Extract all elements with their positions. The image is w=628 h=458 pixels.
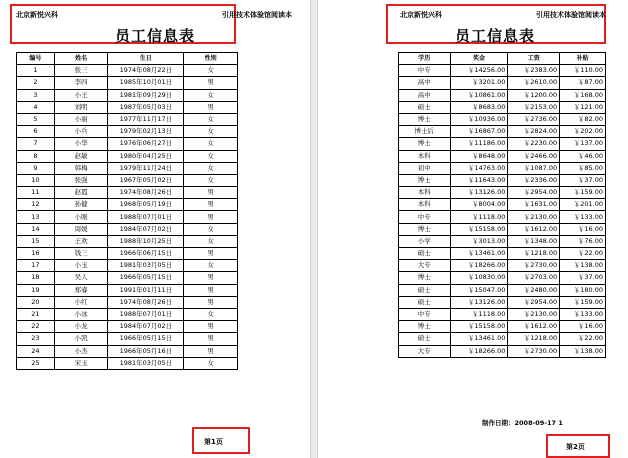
table-cell: ￥137.00 bbox=[560, 138, 606, 150]
table-row bbox=[17, 357, 238, 369]
table-cell: 博士 bbox=[399, 272, 451, 284]
column-header: 姓名 bbox=[54, 53, 108, 65]
table-row bbox=[17, 333, 238, 345]
table-row bbox=[17, 174, 238, 186]
table-cell: ￥8648.00 bbox=[450, 150, 508, 162]
table-header-row bbox=[399, 53, 606, 65]
table-cell: 8 bbox=[17, 150, 55, 162]
table-cell: ￥37.00 bbox=[560, 272, 606, 284]
table-cell: ￥2954.00 bbox=[508, 187, 560, 199]
table-cell: 小学 bbox=[399, 235, 451, 247]
table-cell: 22 bbox=[17, 321, 55, 333]
table-cell: ￥2466.00 bbox=[508, 150, 560, 162]
table-cell: 女 bbox=[184, 113, 238, 125]
table-cell: 19 bbox=[17, 284, 55, 296]
table-cell: 20 bbox=[17, 296, 55, 308]
table-cell: ￥2954.00 bbox=[508, 296, 560, 308]
header-left-text: 北京新悦兴科 bbox=[400, 11, 442, 19]
table-cell: ￥2610.00 bbox=[508, 77, 560, 89]
table-cell: ￥22.00 bbox=[560, 248, 606, 260]
table-cell: 本科 bbox=[399, 199, 451, 211]
table-cell: ￥1612.00 bbox=[508, 223, 560, 235]
table-cell: 男 bbox=[184, 211, 238, 223]
table-cell: ￥1612.00 bbox=[508, 321, 560, 333]
table-cell: ￥13461.00 bbox=[450, 248, 508, 260]
table-cell: 17 bbox=[17, 260, 55, 272]
table-row bbox=[399, 126, 606, 138]
table-cell: 1974年08月22日 bbox=[108, 65, 184, 77]
table-cell: ￥1631.00 bbox=[508, 199, 560, 211]
table-cell: 本科 bbox=[399, 150, 451, 162]
table-row bbox=[17, 187, 238, 199]
table-cell: ￥2736.00 bbox=[508, 113, 560, 125]
table-cell: ￥37.00 bbox=[560, 174, 606, 186]
table-cell: 1968年05月19日 bbox=[108, 199, 184, 211]
table-row bbox=[17, 162, 238, 174]
header-left-text: 北京新悦兴科 bbox=[16, 11, 58, 19]
table-cell: 女 bbox=[184, 126, 238, 138]
header-right-text: 引用技术体验馆阅读本 bbox=[222, 11, 292, 19]
table-cell: 博士后 bbox=[399, 126, 451, 138]
table-cell: ￥2824.00 bbox=[508, 126, 560, 138]
table-cell: 韩梅 bbox=[54, 162, 108, 174]
table-cell: 4 bbox=[17, 101, 55, 113]
table-cell: 23 bbox=[17, 333, 55, 345]
table-cell: 3 bbox=[17, 89, 55, 101]
table-row bbox=[17, 223, 238, 235]
table-cell: 张三 bbox=[54, 65, 108, 77]
table-cell: ￥16.00 bbox=[560, 223, 606, 235]
table-cell: 女 bbox=[184, 308, 238, 320]
table-cell: ￥15158.00 bbox=[450, 223, 508, 235]
table-cell: 1988年07月01日 bbox=[108, 211, 184, 223]
table-cell: 小红 bbox=[54, 296, 108, 308]
table-row bbox=[17, 65, 238, 77]
table-row bbox=[17, 77, 238, 89]
table-row bbox=[17, 248, 238, 260]
table-row bbox=[399, 284, 606, 296]
table-cell: 钱三 bbox=[54, 248, 108, 260]
table-cell: ￥13126.00 bbox=[450, 187, 508, 199]
table-cell: 1977年11月17日 bbox=[108, 113, 184, 125]
table-header-row bbox=[17, 53, 238, 65]
table-cell: 本科 bbox=[399, 187, 451, 199]
table-cell: 女 bbox=[184, 235, 238, 247]
table-cell: ￥2336.00 bbox=[508, 174, 560, 186]
table-cell: ￥1348.00 bbox=[508, 235, 560, 247]
table-cell: ￥2703.00 bbox=[508, 272, 560, 284]
table-row bbox=[17, 284, 238, 296]
table-cell: 21 bbox=[17, 308, 55, 320]
table-cell: 硕士 bbox=[399, 101, 451, 113]
table-cell: 1981年09月29日 bbox=[108, 89, 184, 101]
table-cell: 1974年08月26日 bbox=[108, 187, 184, 199]
column-header: 工资 bbox=[508, 53, 560, 65]
table-cell: 1 bbox=[17, 65, 55, 77]
table-cell: 小冰 bbox=[54, 308, 108, 320]
table-cell: 小杰 bbox=[54, 345, 108, 357]
table-row bbox=[17, 296, 238, 308]
table-cell: ￥87.00 bbox=[560, 77, 606, 89]
table-cell: 24 bbox=[17, 345, 55, 357]
table-row bbox=[17, 211, 238, 223]
table-cell: ￥2383.00 bbox=[508, 65, 560, 77]
table-cell: ￥138.00 bbox=[560, 260, 606, 272]
table-row bbox=[399, 211, 606, 223]
table-cell: 初中 bbox=[399, 162, 451, 174]
table-cell: 10 bbox=[17, 174, 55, 186]
table-row bbox=[399, 308, 606, 320]
table-row bbox=[399, 65, 606, 77]
table-cell: 1984年07月02日 bbox=[108, 223, 184, 235]
table-cell: 赵敏 bbox=[54, 150, 108, 162]
table-row bbox=[399, 150, 606, 162]
table-cell: 16 bbox=[17, 248, 55, 260]
table-cell: ￥133.00 bbox=[560, 211, 606, 223]
table-row bbox=[17, 321, 238, 333]
table-row bbox=[399, 187, 606, 199]
table-cell: 1976年06月27日 bbox=[108, 138, 184, 150]
table-cell: ￥2730.00 bbox=[508, 345, 560, 357]
table-cell: 女 bbox=[184, 174, 238, 186]
page-title: 员工信息表 bbox=[114, 27, 195, 45]
employee-table-part-2 bbox=[398, 52, 606, 358]
table-cell: 小兵 bbox=[54, 126, 108, 138]
table-row bbox=[399, 333, 606, 345]
table-cell: 女 bbox=[184, 65, 238, 77]
table-cell: 博士 bbox=[399, 174, 451, 186]
table-row bbox=[399, 321, 606, 333]
table-cell: 1981年03月05日 bbox=[108, 357, 184, 369]
table-cell: 博士 bbox=[399, 113, 451, 125]
table-cell: 硕士 bbox=[399, 284, 451, 296]
column-header: 生日 bbox=[108, 53, 184, 65]
table-row bbox=[399, 235, 606, 247]
table-cell: ￥1218.00 bbox=[508, 333, 560, 345]
table-cell: ￥1118.00 bbox=[450, 211, 508, 223]
table-cell: 刘明 bbox=[54, 101, 108, 113]
table-cell: ￥2130.00 bbox=[508, 211, 560, 223]
table-cell: 小刚 bbox=[54, 211, 108, 223]
table-cell: 1967年05月02日 bbox=[108, 174, 184, 186]
table-cell: 男 bbox=[184, 187, 238, 199]
table-cell: ￥159.00 bbox=[560, 187, 606, 199]
table-cell: 孙健 bbox=[54, 199, 108, 211]
table-cell: ￥14256.00 bbox=[450, 65, 508, 77]
table-cell: ￥133.00 bbox=[560, 308, 606, 320]
table-cell: 1966年05月15日 bbox=[108, 272, 184, 284]
table-cell: 女 bbox=[184, 89, 238, 101]
print-date-label: 制作日期：2008-09-17 1 bbox=[482, 419, 563, 427]
table-cell: 博士 bbox=[399, 321, 451, 333]
table-cell: 小玉 bbox=[54, 260, 108, 272]
column-header: 编号 bbox=[17, 53, 55, 65]
table-cell: 中专 bbox=[399, 211, 451, 223]
table-cell: 大专 bbox=[399, 345, 451, 357]
table-cell: 男 bbox=[184, 321, 238, 333]
table-cell: ￥1200.00 bbox=[508, 89, 560, 101]
table-cell: 硕士 bbox=[399, 248, 451, 260]
table-cell: 1966年05月16日 bbox=[108, 345, 184, 357]
table-cell: ￥11186.00 bbox=[450, 138, 508, 150]
table-cell: 周媛 bbox=[54, 223, 108, 235]
table-row bbox=[399, 260, 606, 272]
table-cell: 男 bbox=[184, 333, 238, 345]
table-cell: ￥22.00 bbox=[560, 333, 606, 345]
table-cell: 小龙 bbox=[54, 321, 108, 333]
column-header: 性别 bbox=[184, 53, 238, 65]
table-cell: ￥159.00 bbox=[560, 296, 606, 308]
table-cell: ￥201.00 bbox=[560, 199, 606, 211]
print-preview-page-1 bbox=[0, 0, 310, 458]
table-row bbox=[17, 308, 238, 320]
table-row bbox=[399, 223, 606, 235]
table-cell: 女 bbox=[184, 223, 238, 235]
table-cell: 小丽 bbox=[54, 113, 108, 125]
table-cell: 高中 bbox=[399, 77, 451, 89]
table-cell: 高中 bbox=[399, 89, 451, 101]
table-cell: ￥1118.00 bbox=[450, 308, 508, 320]
table-cell: 硕士 bbox=[399, 296, 451, 308]
page-number-label: 第2页 bbox=[566, 443, 585, 451]
table-cell: 1985年10月01日 bbox=[108, 77, 184, 89]
table-cell: 赵霞 bbox=[54, 187, 108, 199]
table-row bbox=[17, 199, 238, 211]
table-cell: 1966年05月15日 bbox=[108, 333, 184, 345]
table-cell: ￥10861.00 bbox=[450, 89, 508, 101]
table-cell: 小凯 bbox=[54, 333, 108, 345]
table-cell: 1981年03月05日 bbox=[108, 260, 184, 272]
table-cell: 中专 bbox=[399, 308, 451, 320]
table-cell: ￥85.00 bbox=[560, 162, 606, 174]
print-preview-page-2 bbox=[318, 0, 628, 458]
table-cell: 1979年02月13日 bbox=[108, 126, 184, 138]
table-cell: 郑睿 bbox=[54, 284, 108, 296]
table-cell: ￥18266.00 bbox=[450, 260, 508, 272]
table-cell: ￥8683.00 bbox=[450, 101, 508, 113]
column-header: 补贴 bbox=[560, 53, 606, 65]
table-cell: ￥2230.00 bbox=[508, 138, 560, 150]
table-row bbox=[399, 77, 606, 89]
table-cell: ￥168.00 bbox=[560, 89, 606, 101]
table-cell: ￥3013.00 bbox=[450, 235, 508, 247]
table-row bbox=[399, 138, 606, 150]
table-cell: ￥138.00 bbox=[560, 345, 606, 357]
column-header: 学历 bbox=[399, 53, 451, 65]
table-cell: 女 bbox=[184, 150, 238, 162]
table-cell: 1980年04月25日 bbox=[108, 150, 184, 162]
table-cell: ￥18266.00 bbox=[450, 345, 508, 357]
table-cell: ￥10830.00 bbox=[450, 272, 508, 284]
table-cell: ￥2730.00 bbox=[508, 260, 560, 272]
table-cell: 男 bbox=[184, 345, 238, 357]
employee-table-part-1 bbox=[16, 52, 238, 370]
table-row bbox=[17, 345, 238, 357]
header-right-text: 引用技术体验馆阅读本 bbox=[536, 11, 606, 19]
table-cell: ￥8004.00 bbox=[450, 199, 508, 211]
table-cell: 博士 bbox=[399, 138, 451, 150]
table-cell: ￥1218.00 bbox=[508, 248, 560, 260]
column-header: 奖金 bbox=[450, 53, 508, 65]
table-cell: 6 bbox=[17, 126, 55, 138]
table-cell: 1974年08月26日 bbox=[108, 296, 184, 308]
table-row bbox=[17, 260, 238, 272]
page-title: 员工信息表 bbox=[454, 27, 535, 45]
table-cell: 18 bbox=[17, 272, 55, 284]
table-row bbox=[399, 272, 606, 284]
table-cell: ￥16.00 bbox=[560, 321, 606, 333]
table-row bbox=[17, 89, 238, 101]
table-row bbox=[17, 138, 238, 150]
table-cell: 李四 bbox=[54, 77, 108, 89]
table-cell: ￥14763.00 bbox=[450, 162, 508, 174]
table-cell: 7 bbox=[17, 138, 55, 150]
table-cell: 小王 bbox=[54, 89, 108, 101]
table-row bbox=[399, 296, 606, 308]
table-cell: 1991年01月11日 bbox=[108, 284, 184, 296]
table-cell: 1966年06月15日 bbox=[108, 248, 184, 260]
table-cell: 男 bbox=[184, 248, 238, 260]
table-cell: 男 bbox=[184, 272, 238, 284]
table-cell: 13 bbox=[17, 211, 55, 223]
table-cell: ￥46.00 bbox=[560, 150, 606, 162]
table-cell: 男 bbox=[184, 101, 238, 113]
table-cell: 12 bbox=[17, 199, 55, 211]
table-row bbox=[399, 199, 606, 211]
table-row bbox=[399, 162, 606, 174]
table-row bbox=[17, 272, 238, 284]
table-cell: 14 bbox=[17, 223, 55, 235]
table-cell: 男 bbox=[184, 199, 238, 211]
table-row bbox=[399, 174, 606, 186]
table-cell: 女 bbox=[184, 357, 238, 369]
table-cell: ￥16867.00 bbox=[450, 126, 508, 138]
table-cell: 男 bbox=[184, 296, 238, 308]
table-cell: 男 bbox=[184, 284, 238, 296]
table-cell: ￥11643.00 bbox=[450, 174, 508, 186]
table-cell: ￥15047.00 bbox=[450, 284, 508, 296]
table-cell: ￥82.00 bbox=[560, 113, 606, 125]
table-row bbox=[399, 248, 606, 260]
table-cell: 1988年10月25日 bbox=[108, 235, 184, 247]
table-cell: 女 bbox=[184, 162, 238, 174]
table-cell: ￥15158.00 bbox=[450, 321, 508, 333]
table-cell: 吴人 bbox=[54, 272, 108, 284]
table-cell: 1984年07月02日 bbox=[108, 321, 184, 333]
table-cell: 硕士 bbox=[399, 333, 451, 345]
table-row bbox=[399, 345, 606, 357]
table-cell: 小华 bbox=[54, 138, 108, 150]
table-cell: ￥110.00 bbox=[560, 65, 606, 77]
table-row bbox=[399, 113, 606, 125]
table-row bbox=[399, 101, 606, 113]
table-cell: ￥13126.00 bbox=[450, 296, 508, 308]
table-cell: 9 bbox=[17, 162, 55, 174]
table-row bbox=[17, 101, 238, 113]
table-cell: 女 bbox=[184, 138, 238, 150]
table-cell: 5 bbox=[17, 113, 55, 125]
table-cell: 11 bbox=[17, 187, 55, 199]
table-row bbox=[399, 89, 606, 101]
table-cell: ￥13461.00 bbox=[450, 333, 508, 345]
table-cell: 男 bbox=[184, 77, 238, 89]
table-cell: ￥1087.00 bbox=[508, 162, 560, 174]
table-row bbox=[17, 235, 238, 247]
table-cell: 博士 bbox=[399, 223, 451, 235]
table-cell: 2 bbox=[17, 77, 55, 89]
table-cell: 15 bbox=[17, 235, 55, 247]
table-cell: 中专 bbox=[399, 65, 451, 77]
table-cell: ￥3201.00 bbox=[450, 77, 508, 89]
table-cell: ￥10936.00 bbox=[450, 113, 508, 125]
table-cell: ￥202.00 bbox=[560, 126, 606, 138]
table-cell: ￥2153.00 bbox=[508, 101, 560, 113]
table-cell: ￥76.00 bbox=[560, 235, 606, 247]
table-cell: 张强 bbox=[54, 174, 108, 186]
table-cell: 1979年11月24日 bbox=[108, 162, 184, 174]
table-cell: 大专 bbox=[399, 260, 451, 272]
page-gutter bbox=[310, 0, 318, 458]
table-row bbox=[17, 150, 238, 162]
table-cell: 1988年07月01日 bbox=[108, 308, 184, 320]
table-cell: ￥180.00 bbox=[560, 284, 606, 296]
table-cell: ￥2480.00 bbox=[508, 284, 560, 296]
table-row bbox=[17, 126, 238, 138]
page-number-label: 第1页 bbox=[204, 438, 223, 446]
table-row bbox=[17, 113, 238, 125]
table-cell: 25 bbox=[17, 357, 55, 369]
table-cell: ￥2130.00 bbox=[508, 308, 560, 320]
table-cell: 女 bbox=[184, 260, 238, 272]
table-cell: ￥121.00 bbox=[560, 101, 606, 113]
table-cell: 宋玉 bbox=[54, 357, 108, 369]
table-cell: 王欢 bbox=[54, 235, 108, 247]
table-cell: 1987年05月03日 bbox=[108, 101, 184, 113]
